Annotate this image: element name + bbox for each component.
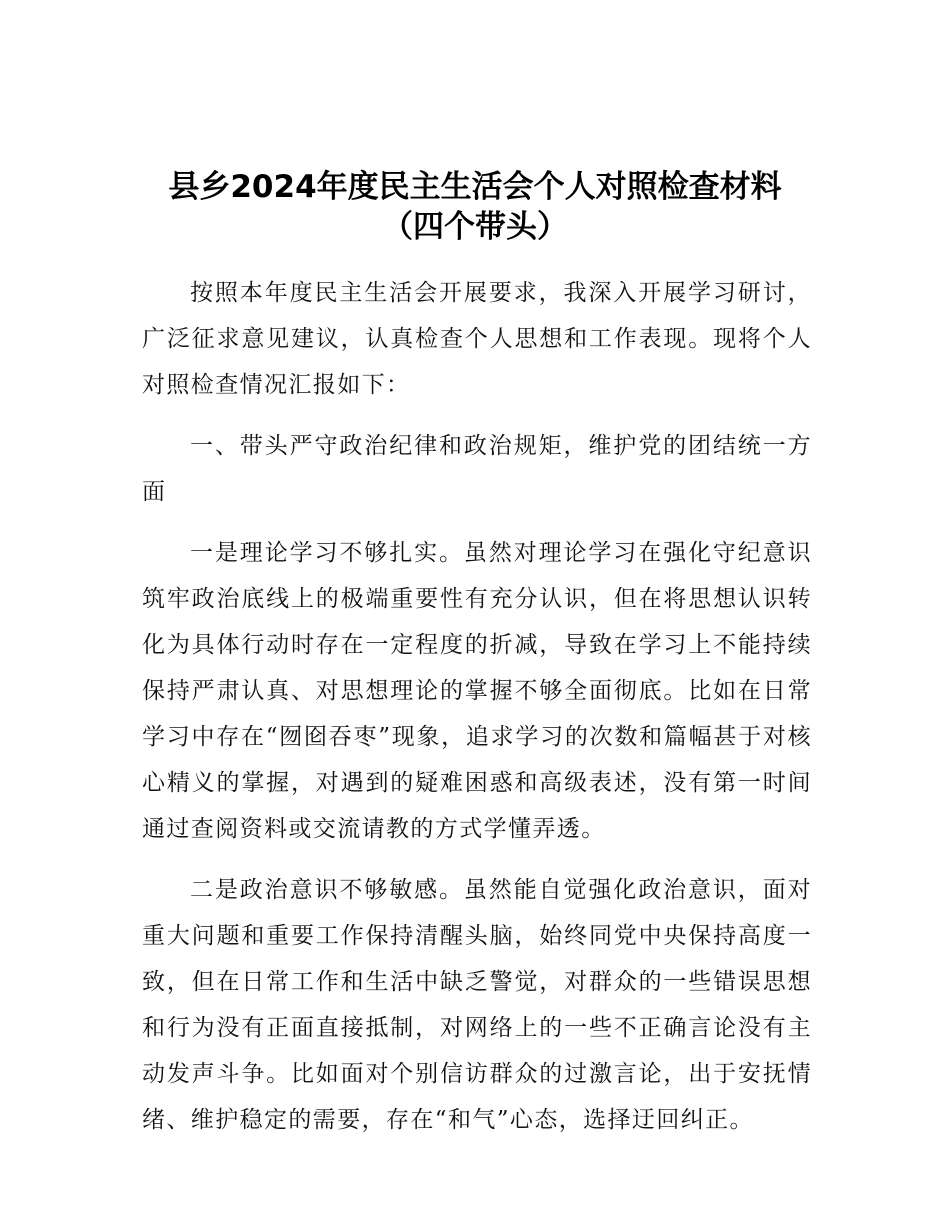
document-body	[142, 270, 812, 1143]
intro-paragraph: 按照本年度民主生活会开展要求，我深入开展学习研讨，广泛征求意见建议，认真检查个人思想和工作表现。现将个人对照检查情况汇报如下：	[142, 280, 812, 398]
paragraph-theory-study: 一是理论学习不够扎实。虽然对理论学习在强化守纪意识筑牢政治底线上的极端重要性有充分认识，但在将思想认识转化为具体行动时存在一定程度的折减，导致在学习上不能持续保持严肃认真、对思想理论的掌握不够全面彻底。比如在日常学习中存在“囫囵吞枣”现象，追求学习的次数和篇幅甚于对核心精义的掌握，对遇到的疑难困惑和高级表述，没有第一时间通过查阅资料或交流请教的方式学懂弄透。	[142, 540, 812, 842]
document-title-line2: （四个带头）	[382, 209, 568, 245]
paragraph-political-awareness: 二是政治意识不够敏感。虽然能自觉强化政治意识，面对重大问题和重要工作保持清醒头脑，始终同党中央保持高度一致，但在日常工作和生活中缺乏警觉，对群众的一些错误思想和行为没有正面直接抵制，对网络上的一些不正确言论没有主动发声斗争。比如面对个别信访群众的过激言论，出于安抚情绪、维护稳定的需要，存在“和气”心态，选择迂回纠正。	[142, 877, 812, 1133]
section-heading-1: 一、带头严守政治纪律和政治规矩，维护党的团结统一方面	[142, 433, 812, 505]
document-title-line1: 县乡2024年度民主生活会个人对照检查材料	[168, 169, 782, 205]
